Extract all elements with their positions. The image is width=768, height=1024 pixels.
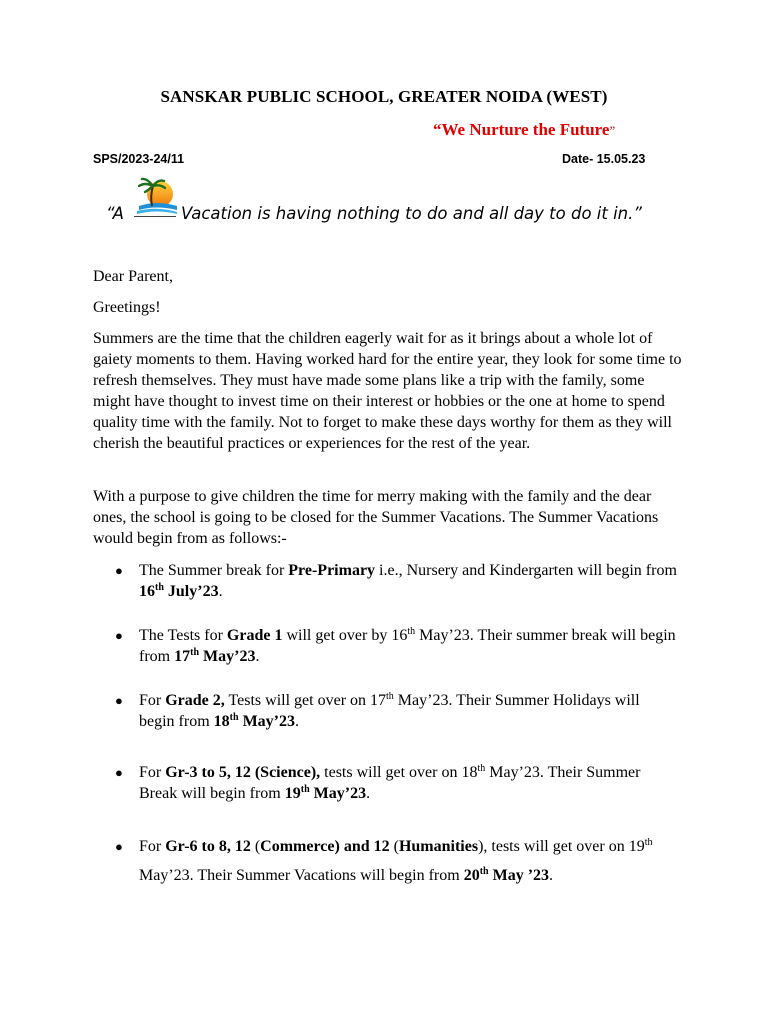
paragraph-purpose: With a purpose to give children the time for merry making with the family and the dear ones, the school is going to be closed for the Summer Vacations. The Summer Vacations would begin from as follows:- <box>93 488 659 547</box>
quote-text: Vacation is having nothing to do and all day to do it in.” <box>181 204 642 223</box>
list-item-text: The Tests for Grade 1 will get over by 16th May’23. Their summer break will begin from 17th May’23. <box>139 626 676 665</box>
bullet-icon: ● <box>115 839 123 854</box>
beach-sun-palm-icon <box>133 176 179 218</box>
paragraph-intro: Summers are the time that the children eagerly wait for as it brings about a whole lot of gaiety moments to them. Having worked hard for the entire year, they look for some time to refresh themselves. They must have made some plans like a trip with the family, some might have thought to invest time on their interest or hobbies or the one at home to spend quality time with the family. Not to forget to make these days worthy for them as they will cherish the beautiful practices or experiences for the rest of the year. <box>93 330 682 452</box>
bullet-icon: ● <box>115 628 123 643</box>
salutation: Dear Parent, <box>93 268 173 285</box>
school-name: SANSKAR PUBLIC SCHOOL, GREATER NOIDA (WEST) <box>160 87 608 106</box>
reference-number: SPS/2023-24/11 <box>93 152 185 166</box>
greeting: Greetings! <box>93 299 161 316</box>
quote-open: “A <box>106 204 124 223</box>
quote-underline <box>134 216 176 217</box>
motto-text: “We Nurture the Future <box>433 120 610 139</box>
list-item-text: For Gr-3 to 5, 12 (Science), tests will get over on 18th May’23. Their Summer Break will begin from 19th May’23. <box>139 763 641 802</box>
bullet-icon: ● <box>115 693 123 708</box>
letter-date: Date- 15.05.23 <box>562 152 646 166</box>
bullet-icon: ● <box>115 765 123 780</box>
list-item-text: For Grade 2, Tests will get over on 17th May’23. Their Summer Holidays will begin from 18th May’23. <box>139 691 640 730</box>
list-item-text: The Summer break for Pre-Primary i.e., Nursery and Kindergarten will begin from 16th July’23. <box>139 562 677 600</box>
bullet-icon: ● <box>115 563 123 578</box>
motto-close-quote: ” <box>609 123 616 138</box>
list-item-text: For Gr-6 to 8, 12 (Commerce) and 12 (Humanities), tests will get over on 19th May’23. Their Summer Vacations will begin from 20th May ’23. <box>139 837 653 884</box>
school-motto <box>433 120 615 140</box>
